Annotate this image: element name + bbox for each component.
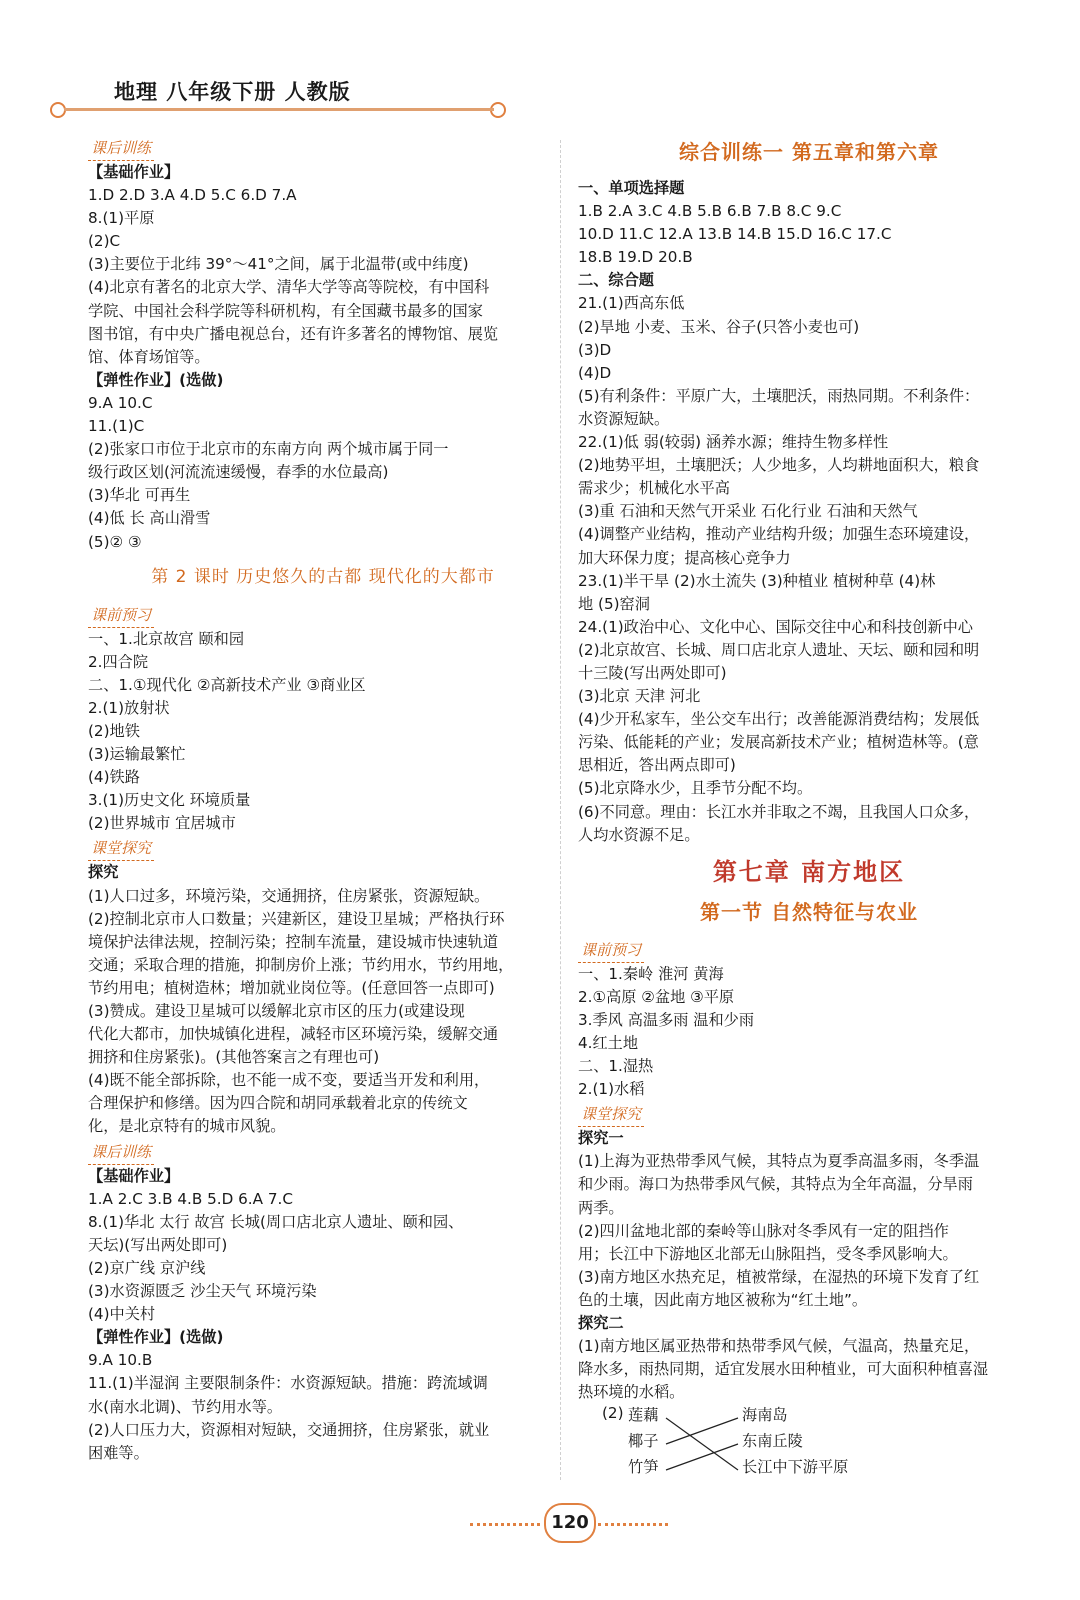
answer-line: (2)张家口市位于北京市的东南方向 两个城市属于同一 bbox=[88, 440, 449, 459]
answer-line: 天坛)(写出两处即可) bbox=[88, 1235, 228, 1254]
match-right-item: 长江中下游平原 bbox=[742, 1458, 849, 1477]
answer-line: (2)京广线 京沪线 bbox=[88, 1258, 206, 1277]
answer-line: 1.A 2.C 3.B 4.B 5.D 6.A 7.C bbox=[88, 1189, 293, 1208]
answer-line: 9.A 10.C bbox=[88, 393, 153, 412]
answer-line: 3.季风 高温多雨 温和少雨 bbox=[578, 1010, 755, 1029]
answer-line: 一、1.秦岭 淮河 黄海 bbox=[578, 964, 724, 983]
page-footer bbox=[0, 1495, 1080, 1545]
answer-line: 3.(1)历史文化 环境质量 bbox=[88, 791, 251, 810]
answer-line: 拥挤和住房紧张)。(其他答案言之有理也可) bbox=[88, 1048, 380, 1067]
answer-line: 加大环保力度；提高核心竞争力 bbox=[578, 548, 791, 567]
answer-line: 8.(1)平原 bbox=[88, 209, 155, 228]
answer-line: (3)主要位于北纬 39°～41°之间，属于北温带(或中纬度) bbox=[88, 255, 469, 274]
answer-line: (6)不同意。理由：长江水并非取之不竭，且我国人口众多， bbox=[578, 802, 980, 821]
header-title: 地理 八年级下册 人教版 bbox=[114, 80, 351, 104]
answer-line: 交通；采取合理的措施，抑制房价上涨；节约用水，节约用地， bbox=[88, 955, 514, 974]
footer-dots bbox=[598, 1523, 668, 1526]
answer-line: 学院、中国社会科学院等科研机构，有全国藏书最多的国家 bbox=[88, 301, 483, 320]
answer-line: (2)北京故宫、长城、周口店北京人遗址、天坛、颐和园和明 bbox=[578, 640, 980, 659]
section-tag: 课后训练 bbox=[88, 1141, 154, 1165]
answer-line: 用；长江中下游地区北部无山脉阻挡，受冬季风影响大。 bbox=[578, 1244, 958, 1263]
match-lines bbox=[664, 1408, 754, 1478]
answer-line: (3)北京 天津 河北 bbox=[578, 687, 701, 706]
answer-line: (2)世界城市 宜居城市 bbox=[88, 814, 236, 833]
answer-line: (3)D bbox=[578, 340, 612, 359]
answer-line: (3)水资源匮乏 沙尘天气 环境污染 bbox=[88, 1282, 317, 1301]
answer-line: (1)人口过多，环境污染，交通拥挤，住房紧张，资源短缺。 bbox=[88, 886, 490, 905]
answer-line: 污染、低能耗的产业；发展高新技术产业；植树造林等。(意 bbox=[578, 733, 979, 752]
answer-line: 18.B 19.D 20.B bbox=[578, 248, 693, 267]
answer-line: 11.(1)半湿润 主要限制条件：水资源短缺。措施：跨流域调 bbox=[88, 1374, 488, 1393]
answer-line: 需求少；机械化水平高 bbox=[578, 479, 730, 498]
answer-line: (5)北京降水少，且季节分配不均。 bbox=[578, 779, 813, 798]
match-right-item: 东南丘陵 bbox=[742, 1432, 803, 1451]
match-left-item: 竹笋 bbox=[628, 1458, 659, 1477]
answer-line: (2)四川盆地北部的秦岭等山脉对冬季风有一定的阻挡作 bbox=[578, 1221, 949, 1240]
answer-line: (4)北京有著名的北京大学、清华大学等高等院校，有中国科 bbox=[88, 278, 490, 297]
answer-line: 节约用电；植树造林；增加就业岗位等。(任意回答一点即可) bbox=[88, 978, 495, 997]
subheading: 【弹性作业】(选做) bbox=[88, 370, 224, 389]
subheading: 探究二 bbox=[578, 1314, 624, 1333]
lesson-title: 第 2 课时 历史悠久的古都 现代化的大都市 bbox=[151, 566, 495, 587]
answer-line: 水(南水北调)、节约用水等。 bbox=[88, 1397, 283, 1416]
answer-line: (3)南方地区水热充足，植被常绿，在湿热的环境下发育了红 bbox=[578, 1267, 980, 1286]
answer-line: (2)C bbox=[88, 232, 121, 251]
section-tag-row bbox=[88, 602, 558, 628]
answer-line: 图书馆，有中央广播电视总台，还有许多著名的博物馆、展览 bbox=[88, 324, 499, 343]
answer-line: (4)低 长 高山滑雪 bbox=[88, 509, 211, 528]
answer-line: 十三陵(写出两处即可) bbox=[578, 663, 727, 682]
answer-line: 和少雨。海口为热带季风气候，其特点为全年高温，分旱雨 bbox=[578, 1175, 973, 1194]
match-left-item: 椰子 bbox=[628, 1432, 659, 1451]
answer-line: 21.(1)西高东低 bbox=[578, 294, 685, 313]
answer-line: (2)人口压力大，资源相对短缺，交通拥挤，住房紧张，就业 bbox=[88, 1420, 490, 1439]
answer-line: (4)既不能全部拆除，也不能一成不变，要适当开发和利用， bbox=[88, 1071, 490, 1090]
answer-line: (4)调整产业结构，推动产业结构升级；加强生态环境建设， bbox=[578, 525, 980, 544]
section-tag-row bbox=[578, 1101, 1040, 1127]
answer-line: (4)铁路 bbox=[88, 768, 140, 787]
answer-line: (2)控制北京市人口数量；兴建新区，建设卫星城；严格执行环 bbox=[88, 909, 505, 928]
subheading: 【基础作业】 bbox=[88, 1166, 180, 1185]
answer-line: 1.D 2.D 3.A 4.D 5.C 6.D 7.A bbox=[88, 186, 297, 205]
answer-line: 1.B 2.A 3.C 4.B 5.B 6.B 7.B 8.C 9.C bbox=[578, 202, 842, 221]
answer-line: 馆、体育场馆等。 bbox=[88, 347, 210, 366]
section-tag: 课堂探究 bbox=[578, 1103, 644, 1127]
answer-line: 2.(1)放射状 bbox=[88, 698, 170, 717]
answer-line: (3)赞成。建设卫星城可以缓解北京市区的压力(或建设现 bbox=[88, 1002, 465, 1020]
right-column bbox=[578, 135, 1040, 1484]
answer-line: 地 (5)窑洞 bbox=[578, 594, 650, 613]
answer-line: 24.(1)政治中心、文化中心、国际交往中心和科技创新中心 bbox=[578, 617, 973, 636]
answer-line: (5)② ③ bbox=[88, 532, 142, 551]
subheading: 二、综合题 bbox=[578, 271, 654, 290]
section-title: 第一节 自然特征与农业 bbox=[700, 899, 918, 924]
subheading: 探究 bbox=[88, 863, 119, 882]
answer-line: (2)地铁 bbox=[88, 721, 140, 740]
section-tag-row bbox=[578, 937, 1040, 963]
match-connector bbox=[666, 1418, 738, 1444]
answer-line: 9.A 10.B bbox=[88, 1351, 153, 1370]
left-column bbox=[88, 135, 558, 1465]
answer-line: 代化大都市，加快城镇化进程，减轻市区环境污染，缓解交通 bbox=[88, 1025, 499, 1044]
subheading: 【弹性作业】(选做) bbox=[88, 1328, 224, 1347]
answer-line: 热环境的水稻。 bbox=[578, 1383, 685, 1402]
answer-line: (3)华北 可再生 bbox=[88, 486, 191, 505]
answer-line: (3)运输最繁忙 bbox=[88, 745, 186, 764]
match-left-item: 莲藕 bbox=[628, 1406, 659, 1425]
section-tag-row bbox=[88, 135, 558, 161]
answer-line: 4.红土地 bbox=[578, 1034, 639, 1052]
answer-line: (4)D bbox=[578, 363, 612, 382]
answer-line: 22.(1)低 弱(较弱) 涵养水源；维持生物多样性 bbox=[578, 433, 889, 452]
match-connector bbox=[666, 1444, 738, 1470]
answer-line: 思相近，答出两点即可) bbox=[578, 756, 736, 775]
footer-dots bbox=[470, 1523, 540, 1526]
page-header bbox=[50, 62, 530, 122]
subheading: 【基础作业】 bbox=[88, 163, 180, 181]
section-tag-row bbox=[88, 1139, 558, 1165]
section-tag-row bbox=[88, 835, 558, 861]
answer-line: 降水多，雨热同期，适宜发展水田种植业，可大面积种植喜湿 bbox=[578, 1360, 989, 1379]
answer-line: (5)有利条件：平原广大，土壤肥沃，雨热同期。不利条件： bbox=[578, 386, 980, 405]
answer-line: 11.(1)C bbox=[88, 417, 145, 436]
answer-line: (4)少开私家车，坐公交车出行；改善能源消费结构；发展低 bbox=[578, 710, 980, 729]
subheading: 一、单项选择题 bbox=[578, 179, 685, 197]
answer-line: 2.四合院 bbox=[88, 652, 149, 671]
answer-line: 人均水资源不足。 bbox=[578, 825, 700, 844]
chapter-title: 第七章 南方地区 bbox=[712, 857, 906, 886]
answer-line: 境保护法律法规，控制污染；控制车流量，建设城市快速轨道 bbox=[88, 932, 499, 951]
section-tag: 课后训练 bbox=[88, 137, 154, 161]
answer-line: 两季。 bbox=[578, 1198, 624, 1217]
answer-line: 8.(1)华北 太行 故宫 长城(周口店北京人遗址、颐和园、 bbox=[88, 1212, 464, 1231]
answer-line: (2)旱地 小麦、玉米、谷子(只答小麦也可) bbox=[578, 317, 860, 336]
answer-line: 合理保护和修缮。因为四合院和胡同承载着北京的传统文 bbox=[88, 1094, 468, 1113]
match-prefix: (2) bbox=[602, 1404, 624, 1423]
match-right-item: 海南岛 bbox=[742, 1406, 788, 1425]
answer-line: (1)南方地区属亚热带和热带季风气候，气温高，热量充足， bbox=[578, 1337, 980, 1356]
answer-line: (2)地势平坦，土壤肥沃；人少地多，人均耕地面积大，粮食 bbox=[578, 456, 980, 475]
section-title: 综合训练一 第五章和第六章 bbox=[679, 140, 939, 164]
answer-line: 色的土壤，因此南方地区被称为“红土地”。 bbox=[578, 1290, 868, 1309]
answer-line: 二、1.湿热 bbox=[578, 1057, 654, 1076]
section-tag: 课堂探究 bbox=[88, 837, 154, 861]
answer-line: 10.D 11.C 12.A 13.B 14.B 15.D 16.C 17.C bbox=[578, 225, 892, 244]
answer-line: 2.(1)水稻 bbox=[578, 1080, 645, 1099]
page-number: 120 bbox=[544, 1503, 596, 1543]
answer-line: 一、1.北京故宫 颐和园 bbox=[88, 629, 245, 648]
answer-line: (4)中关村 bbox=[88, 1305, 156, 1324]
header-rule bbox=[64, 108, 494, 111]
column-divider bbox=[560, 140, 561, 1480]
section-tag: 课前预习 bbox=[88, 604, 154, 628]
subheading: 探究一 bbox=[578, 1129, 624, 1148]
answer-line: (1)上海为亚热带季风气候，其特点为夏季高温多雨，冬季温 bbox=[578, 1152, 980, 1171]
answer-line: 化，是北京特有的城市风貌。 bbox=[88, 1117, 286, 1136]
answer-line: 困难等。 bbox=[88, 1443, 149, 1462]
answer-line: (3)重 石油和天然气开采业 石化行业 石油和天然气 bbox=[578, 502, 918, 521]
answer-line: 水资源短缺。 bbox=[578, 409, 670, 428]
matching-exercise bbox=[578, 1404, 1040, 1484]
answer-line: 级行政区划(河流流速缓慢，春季的水位最高) bbox=[88, 463, 389, 482]
answer-line: 23.(1)半干旱 (2)水土流失 (3)种植业 植树种草 (4)林 bbox=[578, 571, 936, 590]
match-connector bbox=[666, 1418, 738, 1470]
section-tag: 课前预习 bbox=[578, 939, 644, 963]
answer-line: 二、1.①现代化 ②高新技术产业 ③商业区 bbox=[88, 675, 366, 694]
answer-line: 2.①高原 ②盆地 ③平原 bbox=[578, 987, 735, 1006]
